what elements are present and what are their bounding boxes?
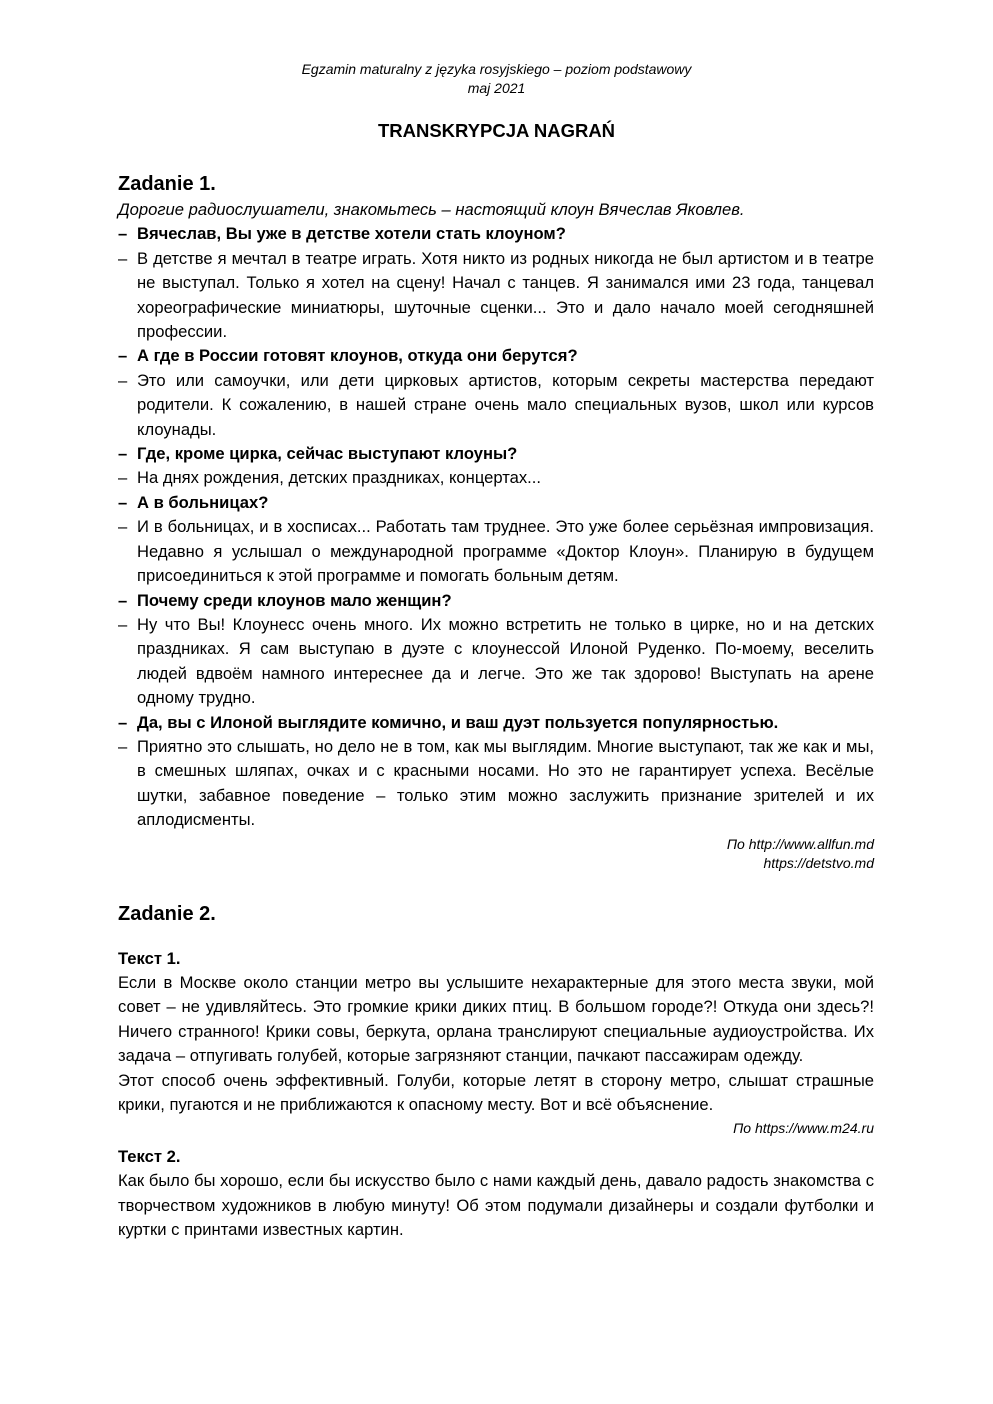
page-title: TRANSKRYPCJA NAGRAŃ	[377, 120, 616, 141]
exam-header	[0, 60, 993, 98]
dialogue-dash: –	[118, 468, 128, 488]
dialogue-text: Где, кроме цирка, сейчас выступают клоуны?	[137, 444, 518, 464]
dialogue-text: Почему среди клоунов мало женщин?	[137, 590, 452, 610]
dialogue-text: Да, вы с Илоной выглядите комично, и ваш дуэт пользуется популярностью.	[137, 712, 779, 732]
dialogue-question	[118, 344, 874, 368]
source-line: https://detstvo.md	[763, 855, 874, 872]
source-line: По http://www.allfun.md	[726, 835, 874, 852]
text1-label: Текст 1.	[118, 948, 181, 968]
dialogue-text: Вячеслав, Вы уже в детстве хотели стать клоуном?	[137, 224, 566, 244]
task1-dialogue	[118, 222, 874, 832]
dialogue-question	[118, 222, 874, 246]
task2-heading: Zadanie 2.	[118, 902, 216, 925]
text1-paragraph: Если в Москве около станции метро вы услышите нехарактерные для этого места звуки, мой совет – не удивляйтесь. Это громкие крики диких птиц. В большом городе?! Откуда они здесь?! Ничего странного! Крики совы, беркута, орлана транслируют специальные аудиоустройства. Их задача – отпугивать голубей, которые загрязняют станции, пачкают пассажирам одежду.	[118, 972, 874, 1066]
dialogue-dash: –	[118, 492, 128, 512]
dialogue-dash: –	[118, 712, 128, 732]
dialogue-dash: –	[118, 517, 128, 537]
dialogue-text: А в больницах?	[137, 492, 269, 512]
dialogue-dash: –	[118, 346, 128, 366]
dialogue-text: На днях рождения, детских праздниках, концертах...	[137, 468, 541, 488]
dialogue-text: Приятно это слышать, но дело не в том, как мы выглядим. Многие выступают, так же как и мы, в смешных шляпах, очках и с красными носами. Но это не гарантирует успеха. Весёлые шутки, забавное поведение – только этим можно заслужить признание зрителей и их аплодисменты.	[137, 736, 874, 830]
dialogue-dash: –	[118, 590, 128, 610]
dialogue-answer	[118, 369, 874, 442]
task1-source	[118, 835, 874, 874]
task1-heading: Zadanie 1.	[118, 173, 216, 195]
dialogue-text: Ну что Вы! Клоунесс очень много. Их можно встретить не только в цирке, но и на детских праздниках. Я сам выступаю в дуэте с клоунессой Илоной Руденко. По-моему, веселить людей вдвоём намного интереснее да и легче. Это же так здорово! Выступать на арене одному трудно.	[137, 614, 874, 708]
dialogue-dash: –	[118, 370, 128, 390]
dialogue-answer	[118, 515, 874, 588]
text1-source: По https://www.m24.ru	[733, 1120, 874, 1137]
task2-section	[118, 900, 874, 1243]
dialogue-dash: –	[118, 444, 128, 464]
exam-header-line: Egzamin maturalny z języka rosyjskiego – poziom podstawowy	[301, 61, 692, 77]
dialogue-answer	[118, 613, 874, 711]
dialogue-answer	[118, 466, 874, 490]
dialogue-question	[118, 491, 874, 515]
dialogue-text: И в больницах, и в хосписах... Работать там труднее. Это уже более серьёзная импровизация. Недавно я услышал о международной программе «Доктор Клоун». Планирую в будущем присоединиться к этой программе и помогать больным детям.	[137, 517, 874, 586]
exam-date-line: maj 2021	[467, 80, 526, 96]
text1-paragraph: Этот способ очень эффективный. Голуби, которые летят в сторону метро, слышат страшные крики, пугаются и не приближаются к опасному месту. Вот и всё объяснение.	[118, 1070, 874, 1114]
main-content	[118, 170, 874, 1243]
dialogue-question	[118, 711, 874, 735]
task1-intro: Дорогие радиослушатели, знакомьтесь – настоящий клоун Вячеслав Яковлев.	[118, 200, 745, 219]
dialogue-text: В детстве я мечтал в театре играть. Хотя никто из родных никогда не был артистом и в театре не выступал. Только я хотел на сцену! Начал с танцев. Я занимался ими 23 года, танцевал хореографические миниатюры, шуточные сценки... Это и дало начало моей сегодняшней профессии.	[137, 248, 874, 342]
dialogue-answer	[118, 735, 874, 833]
dialogue-question	[118, 442, 874, 466]
dialogue-answer	[118, 247, 874, 345]
dialogue-text: А где в России готовят клоунов, откуда они берутся?	[137, 346, 578, 366]
dialogue-question	[118, 589, 874, 613]
dialogue-dash: –	[118, 224, 128, 244]
dialogue-text: Это или самоучки, или дети цирковых артистов, которым секреты мастерства передают родители. К сожалению, в нашей стране очень мало специальных вузов, школ или курсов клоунады.	[137, 370, 874, 439]
dialogue-dash: –	[118, 614, 128, 634]
task1-section	[118, 170, 874, 874]
text2-label: Текст 2.	[118, 1146, 181, 1166]
dialogue-dash: –	[118, 736, 128, 756]
text2-paragraph: Как было бы хорошо, если бы искусство было с нами каждый день, давало радость знакомства с творчеством художников в любую минуту! Об этом подумали дизайнеры и создали футболки и куртки с принтами известных картин.	[118, 1171, 874, 1240]
dialogue-dash: –	[118, 248, 128, 268]
